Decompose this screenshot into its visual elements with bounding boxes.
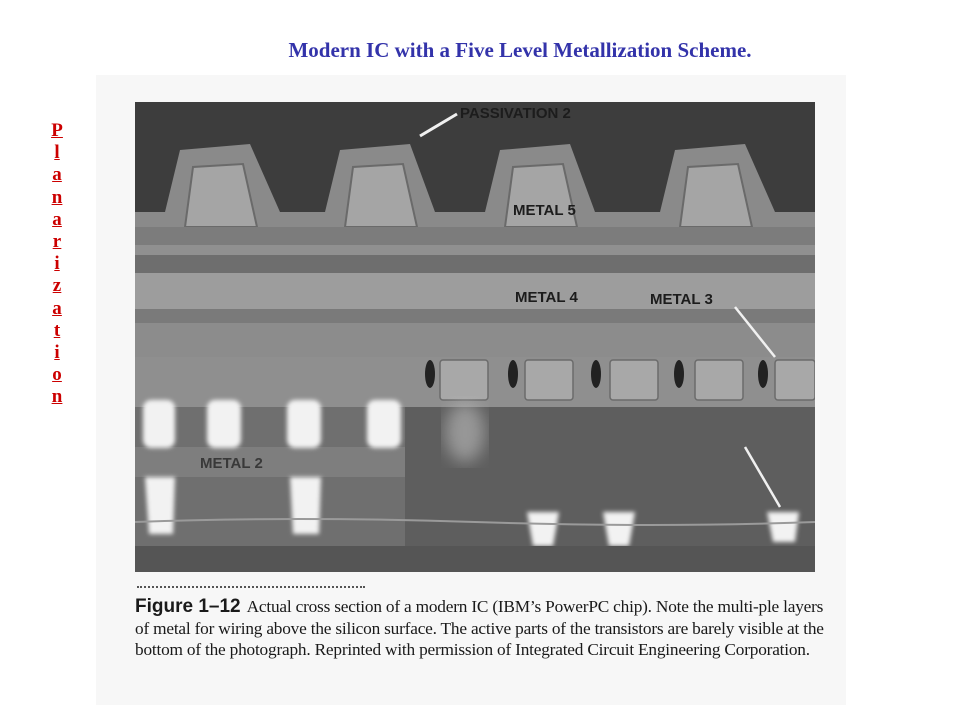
- planarization-link-letter[interactable]: a: [52, 297, 62, 319]
- metal3-label: METAL 3: [650, 291, 713, 308]
- planarization-link-letter[interactable]: z: [52, 275, 62, 297]
- planarization-link-letter[interactable]: a: [52, 208, 62, 230]
- planarization-link-letter[interactable]: P: [51, 120, 63, 141]
- dotted-rule: [137, 586, 365, 588]
- planarization-link-letter[interactable]: t: [53, 319, 61, 341]
- slide-title: Modern IC with a Five Level Metallization Scheme.: [288, 38, 752, 62]
- planarization-link-letter[interactable]: l: [54, 142, 60, 164]
- metal4-label: METAL 4: [515, 289, 578, 306]
- metal5-label: METAL 5: [513, 202, 576, 219]
- planarization-link-letter[interactable]: i: [54, 253, 60, 275]
- ic-cross-section-photo: [135, 102, 815, 572]
- passivation-label: PASSIVATION 2: [460, 105, 571, 122]
- caption-text: Actual cross section of a modern IC (IBM’s PowerPC chip). Note the multi-ple layers of metal for wiring above the silicon surface. The active parts of the transistors are barely visible at the bottom of the photograph. Reprinted with permission of Integrated Circuit Engineering Corporation.: [135, 597, 824, 659]
- planarization-link-letter[interactable]: n: [51, 186, 63, 208]
- figure-caption: [135, 596, 825, 661]
- planarization-link[interactable]: [46, 120, 68, 409]
- planarization-link-letter[interactable]: o: [52, 364, 62, 386]
- figure-label: Figure 1–12: [135, 596, 241, 617]
- metal2-label: METAL 2: [200, 455, 263, 472]
- planarization-link-letter[interactable]: r: [52, 231, 62, 253]
- planarization-link-letter[interactable]: n: [51, 386, 63, 408]
- planarization-link-letter[interactable]: a: [52, 164, 62, 186]
- planarization-link-letter[interactable]: i: [54, 342, 60, 364]
